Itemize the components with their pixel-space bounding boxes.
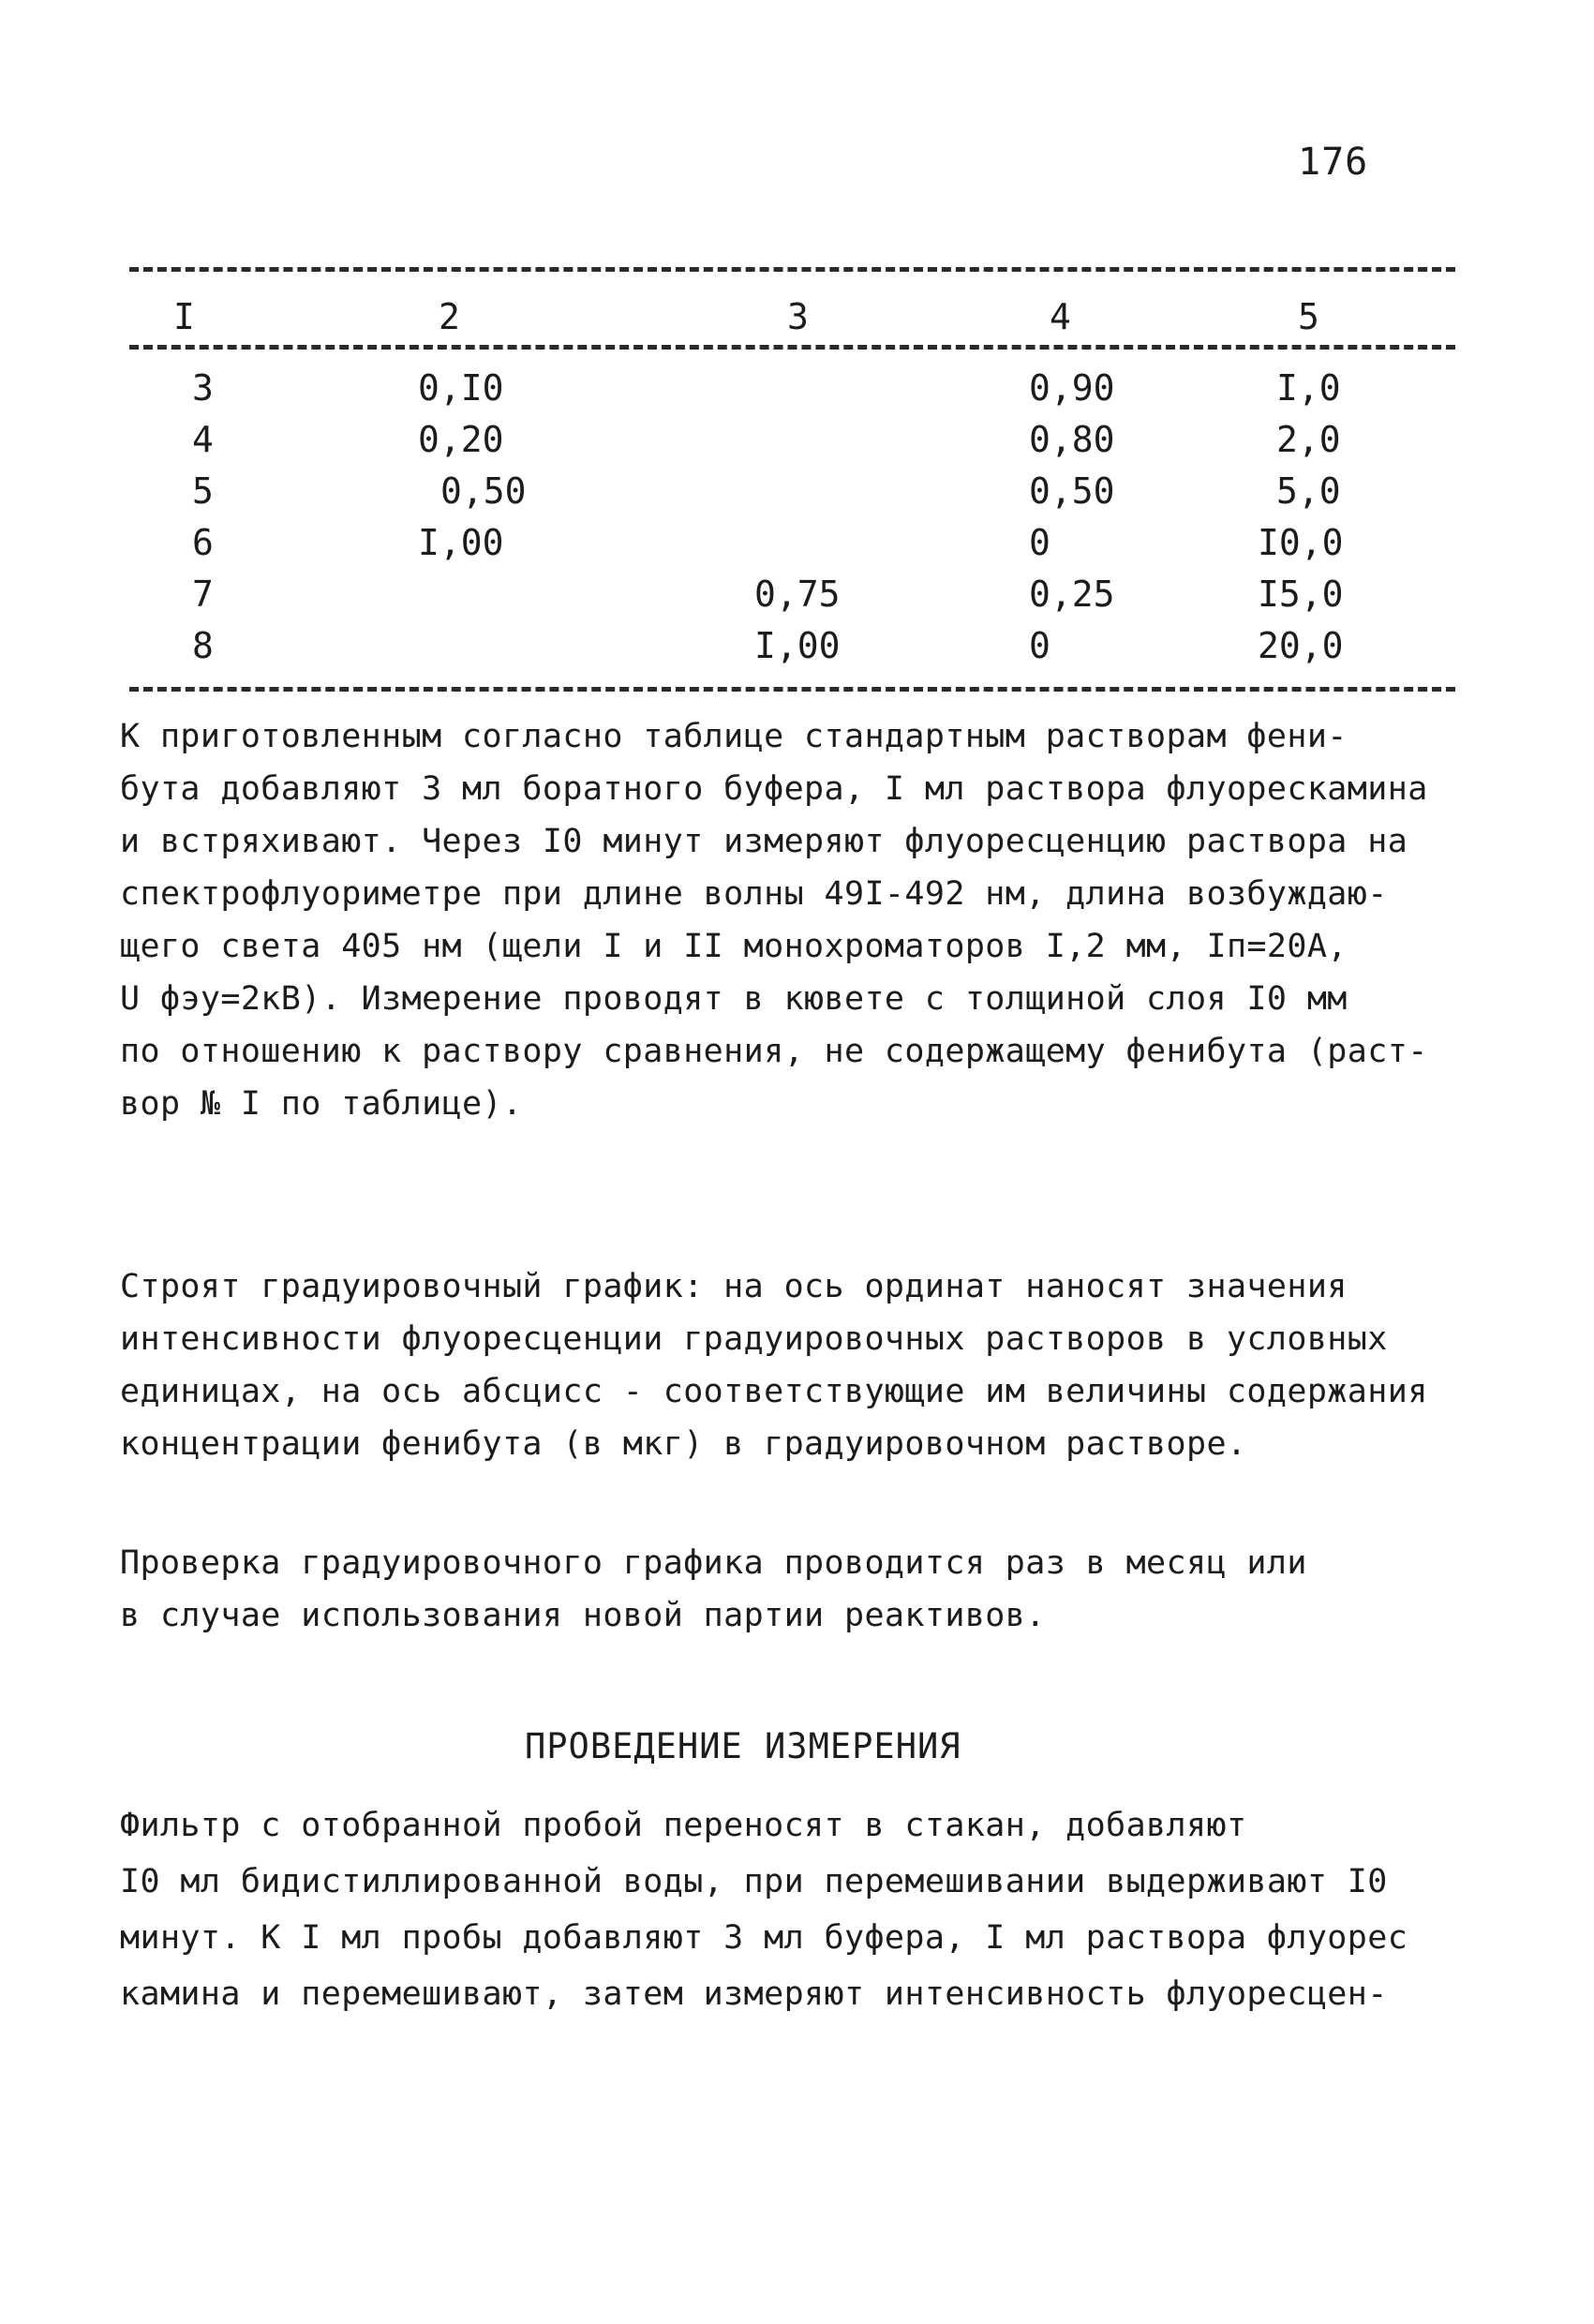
paragraph-graph-check [120,1537,1488,1642]
text-line: концентрации фенибута (в мкг) в градуировочном растворе. [120,1425,1247,1463]
table-cell: 7 [192,574,214,615]
text-line: и встряхивают. Через I0 минут измеряют флуоресценцию раствора на [120,823,1408,860]
section-heading: ПРОВЕДЕНИЕ ИЗМЕРЕНИЯ [525,1726,961,1766]
text-line: интенсивности флуоресценции градуировочных растворов в условных [120,1320,1388,1358]
table-header-rule [129,345,1455,350]
table-bottom-rule [129,687,1455,692]
page-number: 176 [1298,141,1369,184]
table-cell: 0 [1029,625,1050,666]
table-header-col-1: I [173,296,195,337]
table-cell: 6 [192,522,214,563]
text-line: щего света 405 нм (щели I и II монохроматоров I,2 мм, Iп=20А, [120,928,1348,965]
text-line: единицах, на ось абсцисс - соответствующие им величины содержания [120,1373,1428,1410]
table-cell: 2,0 [1276,419,1341,460]
text-line: Фильтр с отобранной пробой переносят в стакан, добавляют [120,1807,1247,1844]
table-cell: I,00 [418,522,504,563]
table-cell: 3 [192,367,214,409]
table-cell: 0,20 [418,419,504,460]
text-line: Строят градуировочный график: на ось ординат наносят значения [120,1268,1348,1305]
paragraph-preparation [120,710,1488,1130]
table-cell: 0,90 [1029,367,1115,409]
text-line: I0 мл бидистиллированной воды, при перемешивании выдерживают I0 [120,1863,1388,1900]
table-cell: 0,80 [1029,419,1115,460]
table-cell: 20,0 [1258,625,1344,666]
table-cell: 5,0 [1276,470,1341,512]
text-line: камина и перемешивают, затем измеряют интенсивность флуоресцен- [120,1975,1388,2013]
text-line: спектрофлуориметре при длине волны 49I-492 нм, длина возбуждаю- [120,875,1388,913]
paragraph-measurement [120,1797,1488,2022]
table-header-col-2: 2 [439,296,460,337]
table-cell: 0,75 [754,574,841,615]
table-cell: 0,I0 [418,367,504,409]
paragraph-calibration-graph [120,1260,1488,1470]
text-line: вор № I по таблице). [120,1085,523,1123]
text-line: U фэу=2кВ). Измерение проводят в кювете с толщиной слоя I0 мм [120,980,1348,1018]
table-cell: I,00 [754,625,841,666]
text-line: в случае использования новой партии реактивов. [120,1597,1046,1634]
text-line: Проверка градуировочного графика проводится раз в месяц или [120,1544,1307,1582]
table-header-col-4: 4 [1050,296,1071,337]
table-cell: I5,0 [1258,574,1344,615]
text-line: по отношению к раствору сравнения, не содержащему фенибута (раст- [120,1033,1428,1070]
text-line: К приготовленным согласно таблице стандартным растворам фени- [120,718,1348,755]
table-top-rule [129,267,1455,272]
table-cell: 0,50 [1029,470,1115,512]
table-header-col-3: 3 [787,296,809,337]
table-cell: 8 [192,625,214,666]
text-line: минут. К I мл пробы добавляют 3 мл буфера, I мл раствора флуорес [120,1919,1408,1957]
table-cell: 0,50 [440,470,527,512]
table-cell: I,0 [1276,367,1341,409]
table-header-col-5: 5 [1298,296,1319,337]
text-line: бута добавляют 3 мл боратного буфера, I мл раствора флуорескамина [120,770,1428,808]
table-cell: 5 [192,470,214,512]
table-cell: 0,25 [1029,574,1115,615]
table-cell: 4 [192,419,214,460]
table-cell: 0 [1029,522,1050,563]
table-cell: I0,0 [1258,522,1344,563]
